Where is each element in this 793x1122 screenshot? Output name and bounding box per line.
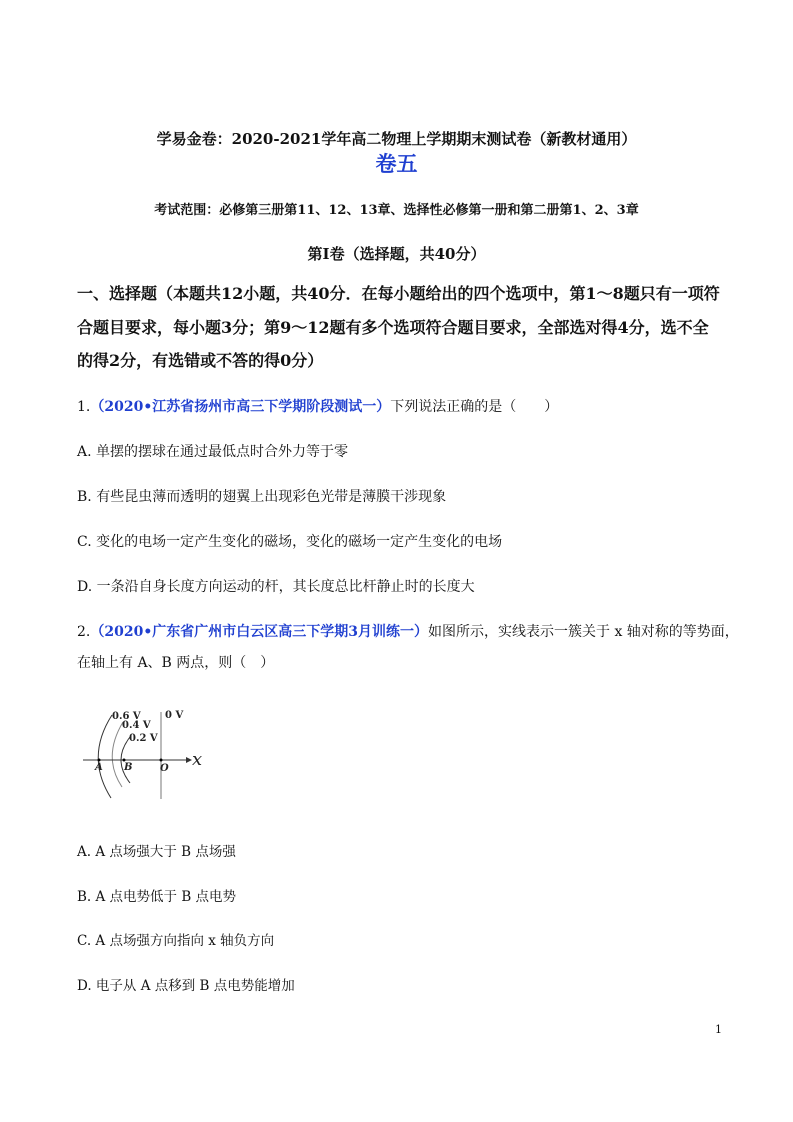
question-2-cont: 在轴上有 A、B 两点，则（ ） [77,655,275,671]
section-line: 的得2分，有选错或不答的得0分） [77,351,324,370]
q2-option-d: D. 电子从 A 点移到 B 点电势能增加 [77,978,295,994]
label-o: O [160,763,169,774]
label-b: B [124,762,133,773]
label-02: 0.2 V [129,733,158,744]
section-line: 合题目要求，每小题3分；第9～12题有多个选项符合题目要求，全部选对得4分，选不全 [77,318,709,337]
question-1: 1.（2020•江苏省扬州市高三下学期阶段测试一）下列说法正确的是（ ） [77,399,559,415]
q1-option-a: A. 单摆的摆球在通过最低点时合外力等于零 [77,444,349,460]
q2-option-c: C. A 点场强方向指向 x 轴负方向 [77,933,275,949]
question-2: 2.（2020•广东省广州市白云区高三下学期3月训练一）如图所示，实线表示一簇关于 x 轴对称的等势面， [77,624,739,640]
label-a: A [95,762,103,773]
q1-option-d: D. 一条沿自身长度方向运动的杆，其长度总比杆静止时的长度大 [77,579,475,595]
label-06: 0.6 V [112,711,141,722]
label-x: x [192,749,203,770]
equipotential-06 [98,715,112,798]
q1-option-c: C. 变化的电场一定产生变化的磁场，变化的磁场一定产生变化的电场 [77,534,503,550]
label-04: 0.4 V [122,720,151,731]
section-line: 一、选择题（本题共12小题，共40分．在每小题给出的四个选项中，第1～8题只有一项符 [77,284,720,303]
q2-option-a: A. A 点场强大于 B 点场强 [77,844,236,860]
label-0: 0 V [165,710,184,721]
doc-subtitle: 卷五 [375,151,418,176]
exam-scope: 考试范围：必修第三册第11、12、13章、选择性必修第一册和第二册第1、2、3章 [154,203,639,218]
doc-title: 学易金卷：2020-2021学年高二物理上学期期末测试卷（新教材通用） [156,130,637,148]
page-number: 1 [715,1023,722,1036]
q1-option-b: B. 有些昆虫薄而透明的翅翼上出现彩色光带是薄膜干涉现象 [77,489,447,505]
q2-option-b: B. A 点电势低于 B 点电势 [77,889,237,905]
part-heading: 第Ⅰ卷（选择题，共40分） [307,245,486,263]
